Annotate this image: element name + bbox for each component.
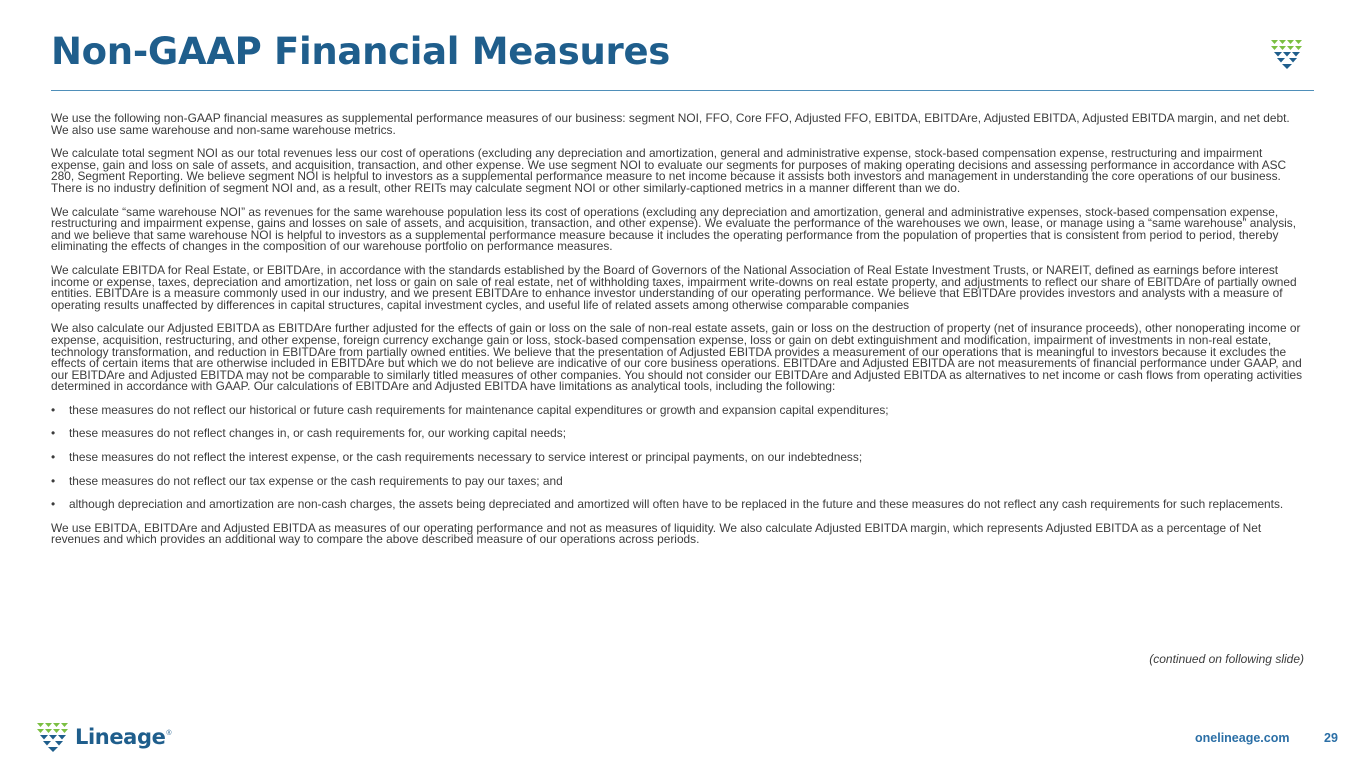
paragraph-ebitdare: We calculate EBITDA for Real Estate, or EBITDAre, in accordance with the standards established by the Board of Governors of the National Association of Real Estate Investment Trusts, or NAREIT, defined as earnings before interest income or expense, taxes, depreciation and amortization, net loss or gain on sale of real estate, net of withholding taxes, impairment write-downs on real estate property, and adjustments to reflect our share of EBITDAre of partially owned entities. EBITDAre is a measure commonly used in our industry, and we present EBITDAre to enhance investor understanding of our operating performance. We believe that EBITDAre provides investors and analysts with a measure of operating results unaffected by differences in capital structures, capital investment cycles, and useful life of related assets among otherwise comparable companies bbox=[51, 262, 1297, 312]
list-item bbox=[51, 499, 1307, 511]
bullet-marker: • bbox=[51, 473, 56, 488]
lineage-logo-icon bbox=[1270, 38, 1304, 70]
bullet-text: these measures do not reflect our tax expense or the cash requirements to pay our taxes; and bbox=[69, 473, 563, 488]
paragraph-segment-noi: We calculate total segment NOI as our total revenues less our cost of operations (excluding any depreciation and amortization, general and administrative expense, stock-based compensation expense, restructuring and impairment expense, gain and loss on sale of assets, and acquisition, transaction, and other expense. We use segment NOI to evaluate our segments for purposes of making operating decisions and assessing performance in accordance with ASC 280, Segment Reporting. We believe segment NOI is helpful to investors as a supplemental performance measure to net income because it assists both investors and management in understanding the core operations of our business. There is no industry definition of segment NOI and, as a result, other REITs may calculate segment NOI or other similarly-captioned metrics in a manner different than we do. bbox=[51, 146, 1287, 195]
list-item bbox=[51, 428, 1307, 440]
bullet-text: these measures do not reflect changes in, or cash requirements for, our working capital needs; bbox=[69, 426, 567, 441]
paragraph-non-gaap-overview: We use the following non-GAAP financial measures as supplemental performance measures of our business: segment NOI, FFO, Core FFO, Adjusted FFO, EBITDA, EBITDAre, Adjusted EBITDA, Adjusted EBITDA margin, and net debt. We also use same warehouse and non-same warehouse metrics. bbox=[51, 111, 1290, 137]
bullet-text: these measures do not reflect the interest expense, or the cash requirements necessary to service interest or principal payments, on our indebtedness; bbox=[69, 450, 863, 465]
body-content bbox=[51, 113, 1307, 558]
bullet-marker: • bbox=[51, 426, 56, 441]
paragraph-adjusted-ebitda: We also calculate our Adjusted EBITDA as EBITDAre further adjusted for the effects of gain or loss on the sale of non-real estate assets, gain or loss on the destruction of property (net of insurance proceeds), other nonoperating income or expense, acquisition, restructuring, and other expense, foreign currency exchange gain or loss, stock-based compensation expense, loss or gain on debt extinguishment and modification, impairment of investments in non-real estate, technology transformation, and reduction in EBITDAre from partially owned entities. We believe that the presentation of Adjusted EBITDA provides a measurement of our operations that is meaningful to investors because it excludes the effects of certain items that are otherwise included in EBITDAre but which we do not believe are indicative of our core business operations. EBITDAre and Adjusted EBITDA are not measurements of financial performance under GAAP, and our EBITDAre and Adjusted EBITDA may not be comparable to similarly titled measures of other companies. You should not consider our EBITDAre and Adjusted EBITDA as alternatives to net income or cash flows from operating activities determined in accordance with GAAP. Our calculations of EBITDAre and Adjusted EBITDA have limitations as analytical tools, including the following: bbox=[51, 321, 1303, 394]
list-item bbox=[51, 452, 1307, 464]
website-url: onelineage.com bbox=[1195, 731, 1290, 745]
bullet-marker: • bbox=[51, 497, 56, 512]
registered-mark: ® bbox=[166, 730, 172, 737]
footer-brand-logo bbox=[36, 721, 172, 753]
title-divider bbox=[51, 90, 1314, 91]
brand-name: Lineage bbox=[75, 725, 166, 749]
bullet-marker: • bbox=[51, 450, 56, 465]
paragraph-closing: We use EBITDA, EBITDAre and Adjusted EBITDA as measures of our operating performance and not as measures of liquidity. We also calculate Adjusted EBITDA margin, which represents Adjusted EBITDA as a percentage of Net revenues and which provides an additional way to compare the above described measure of our operations across periods. bbox=[51, 520, 1262, 547]
list-item bbox=[51, 402, 1307, 417]
bullet-text: these measures do not reflect our historical or future cash requirements for maintenance capital expenditures or growth and expansion capital expenditures; bbox=[69, 402, 889, 417]
list-item bbox=[51, 473, 1307, 488]
bullet-marker: • bbox=[51, 402, 56, 417]
paragraph-same-warehouse-noi: We calculate “same warehouse NOI” as revenues for the same warehouse population less its cost of operations (excluding any depreciation and amortization, general and administrative expenses, stock-based compensation expense, restructuring and impairment expense, gains and losses on sale of assets, and acquisition, transaction, and other expense). We evaluate the performance of the warehouses we own, lease, or manage using a “same warehouse” analysis, and we believe that same warehouse NOI is helpful to investors as a supplemental performance measure because it includes the operating performance from the population of properties that is consistent from period to period, thereby eliminating the effects of changes in the composition of our warehouse portfolio on performance measures. bbox=[51, 204, 1297, 254]
lineage-logo-icon bbox=[36, 721, 70, 753]
continued-note: (continued on following slide) bbox=[1149, 652, 1304, 666]
page-number: 29 bbox=[1324, 731, 1338, 745]
page-title: Non-GAAP Financial Measures bbox=[51, 30, 670, 73]
bullet-text: although depreciation and amortization are non-cash charges, the assets being depreciated and amortized will often have to be replaced in the future and these measures do not reflect any cash requirements for such replacements. bbox=[69, 497, 1284, 512]
